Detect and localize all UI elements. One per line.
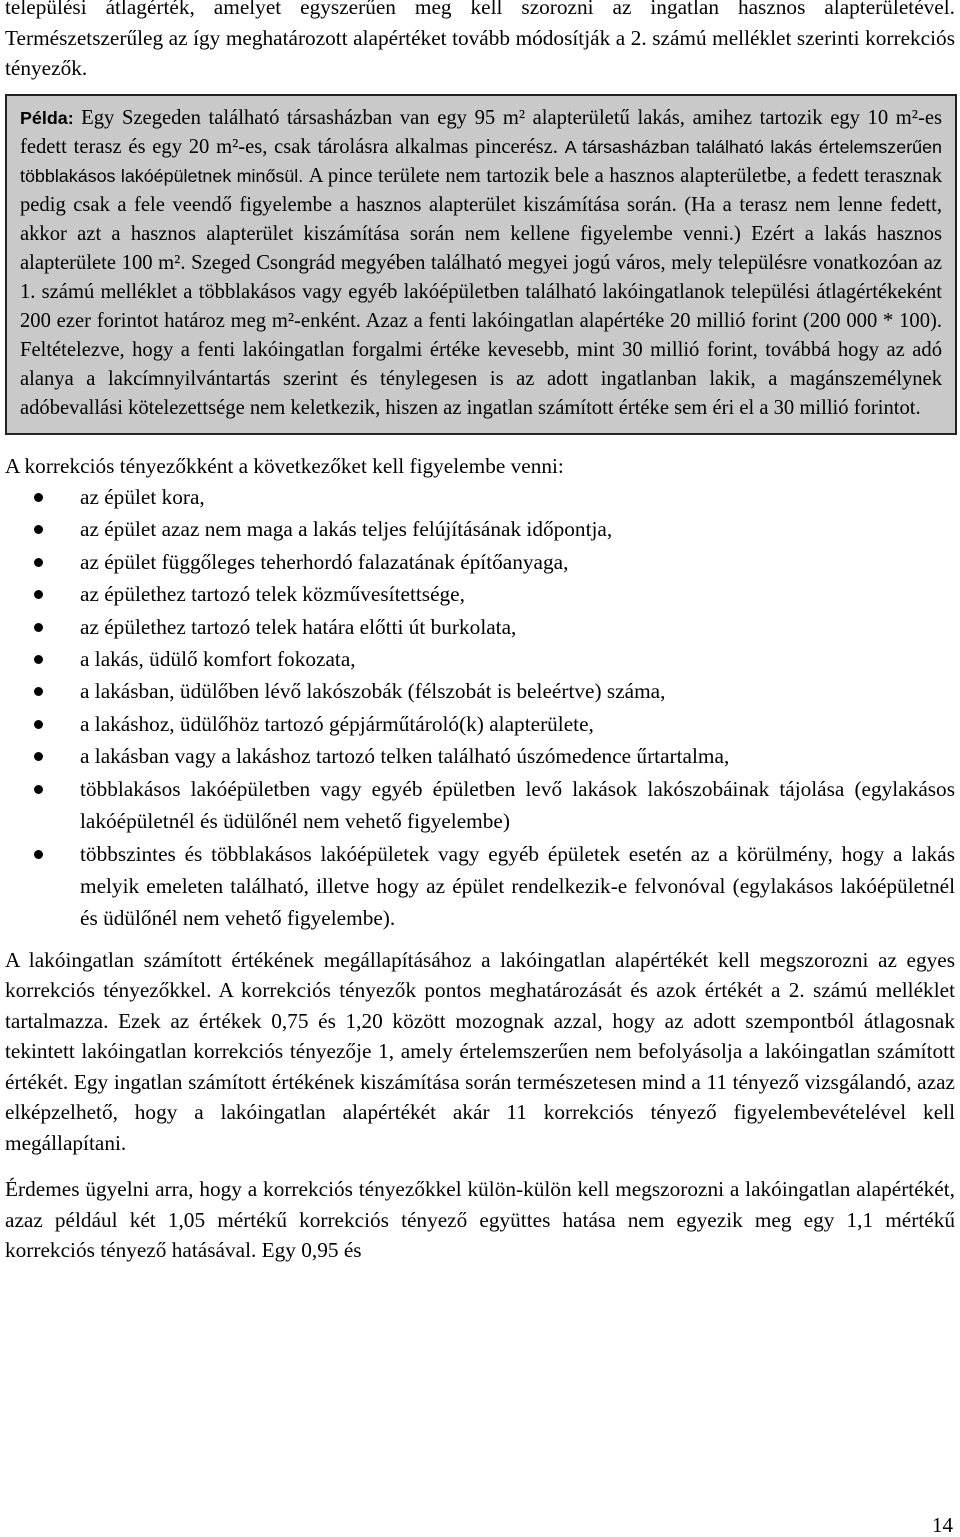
- list-item: [5, 740, 955, 772]
- list-item-text: az épülethez tartozó telek határa előtti út burkolata,: [80, 614, 517, 639]
- list-item: [5, 773, 955, 838]
- bullet-icon: [34, 687, 43, 696]
- bullet-icon: [34, 655, 43, 664]
- example-sentence-3: A pince területe nem tartozik bele a hasznos alapterületbe, a fedett terasznak pedig csak a fele veendő figyelembe a hasznos alapterület kiszámítása során.: [20, 164, 942, 216]
- bullet-icon: [34, 785, 43, 794]
- list-item: [5, 708, 955, 740]
- bullet-icon: [34, 720, 43, 729]
- top-paragraph: települési átlagérték, amelyet egyszerűen meg kell szorozni az ingatlan hasznos alapterületével. Természetszerűleg az így meghatározott alapértéket tovább módosítják a 2. számú melléklet szerinti korrekciós tényezők.: [5, 0, 955, 80]
- bullet-icon: [34, 525, 43, 534]
- example-sentence-2: A társasházban található lakás értelemszerűen többlakásos lakóépületnek minősül.: [20, 136, 942, 186]
- bullet-icon: [34, 558, 43, 567]
- example-sentence-1: Egy Szegeden található társasházban van egy 95 m² alapterületű lakás, amihez tartozik egy 10 m²-es fedett terasz és egy 20 m²-es, csak tárolásra alkalmas pincerész.: [20, 106, 942, 158]
- list-item: [5, 546, 955, 578]
- list-item-text: az épület kora,: [80, 485, 205, 510]
- list-item: [5, 643, 955, 675]
- correction-factor-list: [5, 481, 955, 935]
- example-box: [5, 94, 957, 435]
- list-item: [5, 481, 955, 513]
- list-item: [5, 675, 955, 707]
- list-item-text: az épület azaz nem maga a lakás teljes felújításának időpontja,: [80, 517, 613, 542]
- list-item-text: az épület függőleges teherhordó falazatának építőanyaga,: [80, 549, 569, 574]
- list-item-text: a lakás, üdülő komfort fokozata,: [80, 647, 356, 672]
- bullet-icon: [34, 850, 43, 859]
- bullet-icon: [34, 493, 43, 502]
- list-item-text: a lakásban, üdülőben lévő lakószobák (félszobát is beleértve) száma,: [80, 679, 666, 704]
- intro-text: A korrekciós tényezőkként a következőket kell figyelembe venni:: [5, 453, 564, 478]
- list-item-text: az épülethez tartozó telek közművesítettsége,: [80, 582, 465, 607]
- list-item-text: a lakásban vagy a lakáshoz tartozó telken található úszómedence űrtartalma,: [80, 744, 730, 769]
- bullet-icon: [34, 623, 43, 632]
- paragraph-note: Érdemes ügyelni arra, hogy a korrekciós tényezőkkel külön-külön kell megszorozni a lakóingatlan alapértékét, azaz például két 1,05 mértékű korrekciós tényező együttes hatása nem egyezik meg egy 1,1 mértékű korrekciós tényező hatásával. Egy 0,95 és: [5, 1177, 955, 1263]
- bullet-icon: [34, 590, 43, 599]
- document-page: [5, 0, 955, 1266]
- page-number: 14: [932, 1513, 953, 1537]
- example-sentence-4: (Ha a terasz nem lenne fedett, akkor azt a hasznos alapterület kiszámítása során nem kellene figyelembe venni.) Ezért a lakás hasznos alapterülete 100 m².: [20, 193, 942, 274]
- bullet-icon: [34, 752, 43, 761]
- paragraph-calculation: A lakóingatlan számított értékének megállapításához a lakóingatlan alapértékét kell megszorozni az egyes korrekciós tényezőkkel. A korrekciós tényezők pontos meghatározását és azok értékét a 2. számú melléklet tartalmazza. Ezek az értékek 0,75 és 1,20 között mozognak azzal, hogy az adott szempontból átlagosnak tekintett lakóingatlan korrekciós tényezője 1, amely értelemszerűen nem befolyásolja a lakóingatlan számított értékét. Egy ingatlan számított értékének kiszámítása során természetesen mind a 11 tényező vizsgálandó, azaz elképzelhető, hogy a lakóingatlan alapértékét akár 11 korrekciós tényező figyelembevételével kell megállapítani.: [5, 947, 955, 1155]
- list-item: [5, 578, 955, 610]
- example-sentence-6: Feltételezve, hogy a fenti lakóingatlan forgalmi értéke kevesebb, mint 30 millió forint, továbbá hogy az adó alanya a lakcímnyilvántartás szerint és ténylegesen is az adott ingatlanban lakik, a magánszemélynek adóbevallási kötelezettsége nem keletkezik, hiszen az ingatlan számított értéke sem éri el a 30 millió forintot.: [20, 339, 942, 420]
- list-item: [5, 838, 955, 935]
- list-item-text: a lakáshoz, üdülőhöz tartozó gépjárműtároló(k) alapterülete,: [80, 711, 594, 736]
- list-item: [5, 513, 955, 545]
- list-item-text: többlakásos lakóépületben vagy egyéb épületben levő lakások lakószobáinak tájolása (egylakásos lakóépületnél és üdülőnél nem vehető figyelembe): [80, 776, 955, 834]
- list-item: [5, 611, 955, 643]
- example-label: Példa:: [20, 107, 82, 128]
- list-item-text: többszintes és többlakásos lakóépületek vagy egyéb épületek esetén az a körülmény, hogy a lakás melyik emeleten található, illetve hogy az épület rendelkezik-e felvonóval (egylakásos lakóépületnél és üdülőnél nem vehető figyelembe).: [80, 841, 955, 931]
- example-sentence-5: Szeged Csongrád megyében található megyei jogú város, mely településre vonatkozóan az 1. számú melléklet a többlakásos vagy egyéb lakóépületben található lakóingatlanok települési átlagértékeként 200 ezer forintot határoz meg m²-enként. Azaz a fenti lakóingatlan alapértéke 20 millió forint (200 000 * 100).: [20, 251, 942, 333]
